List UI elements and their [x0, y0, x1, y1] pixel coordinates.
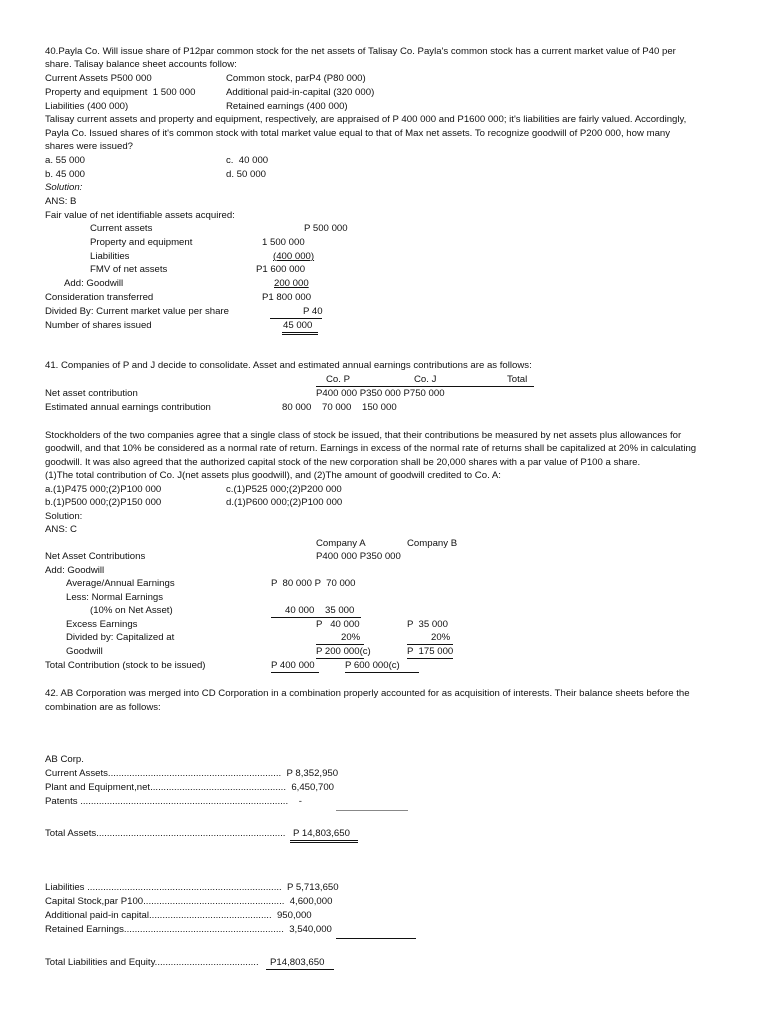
q40-val-divided: P 40 — [303, 306, 323, 317]
q42-assets-rule — [336, 810, 408, 811]
q41-row-excess: Excess Earnings — [66, 619, 138, 630]
q40-bs-common-stock: Common stock, parP4 (P80 000) — [226, 73, 366, 84]
q41-val-avg-earnings: P 80 000 P 70 000 — [271, 578, 356, 589]
q42-plant-equipment: Plant and Equipment,net................................................... 6,450,700 — [45, 782, 335, 793]
q40-row-goodwill: Add: Goodwill — [64, 278, 124, 289]
q42-total-le-value: P14,803,650 — [270, 957, 325, 968]
q40-option-a: a. 55 000 — [45, 155, 86, 166]
q41-val-total-a: P 400 000 — [271, 660, 315, 671]
q41-10pct-underline — [271, 617, 361, 618]
q41-row-goodwill: Goodwill — [66, 646, 103, 657]
q42-line-1: 42. AB Corporation was merged into CD Corporation in a combination properly accounted for as acquisition of interests. Their balance sheets before the — [45, 688, 690, 699]
q41-val-net-asset: P400 000 P350 000 P750 000 — [316, 388, 445, 399]
q40-line-6: Talisay current assets and property and equipment, respectively, are appraised of P 400 000 and P1600 000; it's liabilities are fairly valued. Accordingly, — [45, 114, 687, 125]
q40-option-d: d. 50 000 — [226, 169, 267, 180]
q40-row-consideration: Consideration transferred — [45, 292, 154, 303]
q41-answer: ANS: C — [45, 524, 77, 535]
q41-header-co-p: Co. P — [326, 374, 350, 385]
q42-total-le-label: Total Liabilities and Equity....................................... — [45, 957, 259, 968]
q41-row-10pct: (10% on Net Asset) — [90, 605, 173, 616]
q41-option-c: c.(1)P525 000;(2)P200 000 — [226, 484, 342, 495]
q41-para-4: (1)The total contribution of Co. J(net assets plus goodwill), and (2)The amount of goodwill credited to Co. A: — [45, 470, 501, 481]
q41-option-b: b.(1)P500 000;(2)P150 000 — [45, 497, 162, 508]
q41-20b-underline — [407, 644, 453, 645]
q41-val-excess-a: P 40 000 — [316, 619, 360, 630]
q41-option-d: d.(1)P600 000;(2)P100 000 — [226, 497, 343, 508]
q41-goodwill-b-underline — [407, 658, 453, 659]
q41-val-excess-b: P 35 000 — [407, 619, 448, 630]
q41-total-b-underline — [345, 672, 419, 673]
q42-total-le-underline — [266, 969, 334, 970]
q40-bs-apic: Additional paid-in-capital (320 000) — [226, 87, 375, 98]
q40-val-fmv: P1 600 000 — [256, 264, 306, 275]
q42-current-assets: Current Assets................................................................. P 8,352,950 — [45, 768, 339, 779]
q41-val-goodwill-b: P 175 000 — [407, 646, 454, 657]
q41-para-3: goodwill. It was also agreed that the authorized capital stock of the new corporation shall be 20,000 shares with a par value of P100 a share. — [45, 457, 641, 468]
q41-val-total-b: P 600 000(c) — [345, 660, 400, 671]
q41-val-20-b: 20% — [431, 632, 451, 643]
q40-solution-label: Solution: — [45, 182, 83, 193]
q40-bs-property: Property and equipment 1 500 000 — [45, 87, 196, 98]
q41-goodwill-a-underline — [316, 658, 364, 659]
q42-apic: Additional paid-in capital.............................................. 950,000 — [45, 910, 312, 921]
q40-option-c: c. 40 000 — [226, 155, 269, 166]
q41-header-co-j: Co. J — [414, 374, 437, 385]
q40-option-b: b. 45 000 — [45, 169, 86, 180]
q41-total-a-underline — [271, 672, 319, 673]
q40-shares-double-underline-1 — [282, 332, 318, 333]
q42-total-assets-double-1 — [290, 840, 358, 841]
q40-row-liabilities: Liabilities — [90, 251, 130, 262]
q40-bs-current-assets: Current Assets P500 000 — [45, 73, 152, 84]
q40-shares-double-underline-2 — [282, 334, 318, 335]
q40-row-property: Property and equipment — [90, 237, 193, 248]
q40-line-2: share. Talisay balance sheet accounts follow: — [45, 59, 237, 70]
q40-line-8: shares were issued? — [45, 141, 133, 152]
q40-val-liabilities: (400 000) — [273, 251, 315, 262]
q40-bs-retained: Retained earnings (400 000) — [226, 101, 348, 112]
q40-row-divided: Divided By: Current market value per share — [45, 306, 229, 317]
q41-para-2: goodwill, and that 10% be considered as a normal rate of return. Earnings in excess of the normal rate of returns shall be capitalized at 20% in calculating — [45, 443, 697, 454]
q41-row-net-asset: Net asset contribution — [45, 388, 138, 399]
q42-total-assets-value: P 14,803,650 — [293, 828, 350, 839]
q41-header-underline — [316, 386, 534, 387]
q41-option-a: a.(1)P475 000;(2)P100 000 — [45, 484, 162, 495]
q41-val-nac: P400 000 P350 000 — [316, 551, 401, 562]
q40-divided-underline — [270, 318, 322, 319]
q40-val-goodwill: 200 000 — [274, 278, 309, 289]
q40-line-7: Payla Co. Issued shares of it's common stock with total market value equal to that of Max net assets. To recognize goodwill of P200 000, how many — [45, 128, 671, 139]
q41-row-less-normal: Less: Normal Earnings — [66, 592, 164, 603]
q42-equity-rule — [336, 938, 416, 939]
q41-val-goodwill-a: P 200 000(c) — [316, 646, 371, 657]
q42-patents: Patents .............................................................................. - — [45, 796, 302, 807]
q42-company-name: AB Corp. — [45, 754, 84, 765]
q42-total-assets-double-2 — [290, 842, 358, 843]
q41-val-10pct: 40 000 35 000 — [285, 605, 355, 616]
q42-line-2: combination are as follows: — [45, 702, 161, 713]
q40-row-fmv: FMV of net assets — [90, 264, 168, 275]
q41-row-total-contribution: Total Contribution (stock to be issued) — [45, 660, 206, 671]
q40-bs-liabilities: Liabilities (400 000) — [45, 101, 129, 112]
q41-solution-label: Solution: — [45, 511, 83, 522]
q40-val-current-assets: P 500 000 — [304, 223, 348, 234]
q41-para-1: Stockholders of the two companies agree that a single class of stock be issued, that their contributions be measured by net assets plus allowances for — [45, 430, 682, 441]
q41-header-company-b: Company B — [407, 538, 458, 549]
q40-fv-heading: Fair value of net identifiable assets acquired: — [45, 210, 235, 221]
q40-row-current-assets: Current assets — [90, 223, 153, 234]
q41-header-total: Total — [507, 374, 528, 385]
q40-answer: ANS: B — [45, 196, 77, 207]
q41-header-company-a: Company A — [316, 538, 366, 549]
q40-val-consideration: P1 800 000 — [262, 292, 312, 303]
q41-val-earnings: 80 000 70 000 150 000 — [282, 402, 397, 413]
q41-line-1: 41. Companies of P and J decide to consolidate. Asset and estimated annual earnings contributions are as follows: — [45, 360, 532, 371]
q42-retained-earnings: Retained Earnings............................................................ 3,540,000 — [45, 924, 332, 935]
q41-row-divided: Divided by: Capitalized at — [66, 632, 175, 643]
q42-total-assets-label: Total Assets....................................................................... — [45, 828, 291, 839]
q41-row-avg-earnings: Average/Annual Earnings — [66, 578, 175, 589]
q41-row-add-goodwill: Add: Goodwill — [45, 565, 105, 576]
q41-row-nac: Net Asset Contributions — [45, 551, 146, 562]
q40-row-shares: Number of shares issued — [45, 320, 152, 331]
q41-20a-underline — [316, 644, 364, 645]
q40-val-property: 1 500 000 — [262, 237, 305, 248]
q42-capital-stock: Capital Stock,par P100..................................................... 4,600,000 — [45, 896, 333, 907]
q40-val-shares: 45 000 — [283, 320, 313, 331]
q42-liabilities: Liabilities ......................................................................... P 5,713,650 — [45, 882, 339, 893]
q41-val-20-a: 20% — [341, 632, 361, 643]
q41-row-earnings: Estimated annual earnings contribution — [45, 402, 211, 413]
q40-line-1: 40.Payla Co. Will issue share of P12par common stock for the net assets of Talisay Co. Payla's common stock has a current market value of P40 per — [45, 46, 676, 57]
